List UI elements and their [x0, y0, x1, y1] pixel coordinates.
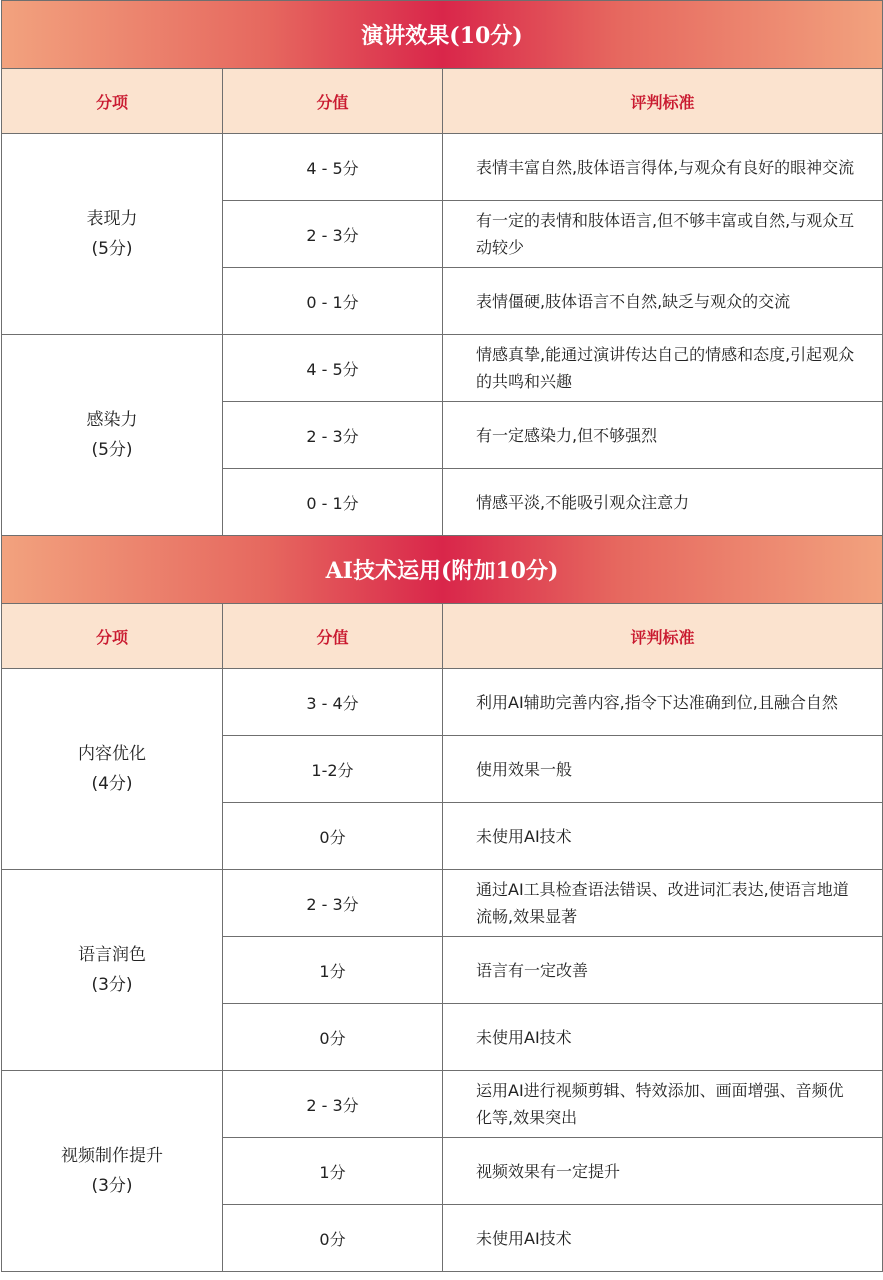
category-cell — [2, 335, 223, 536]
category-name: 表现力 — [86, 209, 138, 229]
score-cell: 2 - 3分 — [223, 1071, 443, 1138]
table-row — [2, 134, 883, 201]
header-criteria: 评判标准 — [443, 604, 883, 669]
criteria-cell: 未使用AI技术 — [443, 1004, 883, 1071]
score-cell: 2 - 3分 — [223, 870, 443, 937]
score-cell: 0分 — [223, 803, 443, 870]
table-row — [2, 870, 883, 937]
criteria-cell: 通过AI工具检查语法错误、改进词汇表达,使语言地道流畅,效果显著 — [443, 870, 883, 937]
criteria-cell: 运用AI进行视频剪辑、特效添加、画面增强、音频优化等,效果突出 — [443, 1071, 883, 1138]
header-criteria: 评判标准 — [443, 69, 883, 134]
criteria-cell: 视频效果有一定提升 — [443, 1138, 883, 1205]
score-cell: 0 - 1分 — [223, 469, 443, 536]
criteria-cell: 未使用AI技术 — [443, 1205, 883, 1272]
score-cell: 3 - 4分 — [223, 669, 443, 736]
score-cell: 4 - 5分 — [223, 335, 443, 402]
score-cell: 0 - 1分 — [223, 268, 443, 335]
section-title: AI技术运用(附加10分) — [2, 536, 883, 604]
rubric-table — [1, 0, 883, 1272]
score-cell: 2 - 3分 — [223, 402, 443, 469]
section-header-ai — [2, 536, 883, 604]
category-cell — [2, 134, 223, 335]
criteria-cell: 使用效果一般 — [443, 736, 883, 803]
category-cell — [2, 1071, 223, 1272]
criteria-cell: 情感真挚,能通过演讲传达自己的情感和态度,引起观众的共鸣和兴趣 — [443, 335, 883, 402]
category-name: 内容优化 — [78, 744, 146, 764]
header-score: 分值 — [223, 604, 443, 669]
criteria-cell: 表情丰富自然,肢体语言得体,与观众有良好的眼神交流 — [443, 134, 883, 201]
header-score: 分值 — [223, 69, 443, 134]
category-points: (4分) — [91, 774, 133, 794]
criteria-cell: 利用AI辅助完善内容,指令下达准确到位,且融合自然 — [443, 669, 883, 736]
score-cell: 4 - 5分 — [223, 134, 443, 201]
criteria-cell: 有一定的表情和肢体语言,但不够丰富或自然,与观众互动较少 — [443, 201, 883, 268]
criteria-cell: 有一定感染力,但不够强烈 — [443, 402, 883, 469]
table-row — [2, 1071, 883, 1138]
category-points: (3分) — [91, 975, 133, 995]
table-row — [2, 335, 883, 402]
score-cell: 1分 — [223, 937, 443, 1004]
category-name: 视频制作提升 — [61, 1146, 163, 1166]
criteria-cell: 表情僵硬,肢体语言不自然,缺乏与观众的交流 — [443, 268, 883, 335]
category-cell — [2, 870, 223, 1071]
score-cell: 1-2分 — [223, 736, 443, 803]
section-title: 演讲效果(10分) — [2, 1, 883, 69]
category-name: 语言润色 — [78, 945, 146, 965]
scoring-rubric — [1, 0, 882, 1272]
header-category: 分项 — [2, 604, 223, 669]
category-points: (5分) — [91, 239, 133, 259]
score-cell: 0分 — [223, 1205, 443, 1272]
category-name: 感染力 — [86, 410, 138, 430]
header-category: 分项 — [2, 69, 223, 134]
table-row — [2, 669, 883, 736]
criteria-cell: 语言有一定改善 — [443, 937, 883, 1004]
section-header-speech — [2, 1, 883, 69]
score-cell: 2 - 3分 — [223, 201, 443, 268]
column-header-row — [2, 604, 883, 669]
criteria-cell: 未使用AI技术 — [443, 803, 883, 870]
score-cell: 1分 — [223, 1138, 443, 1205]
score-cell: 0分 — [223, 1004, 443, 1071]
category-points: (5分) — [91, 440, 133, 460]
category-cell — [2, 669, 223, 870]
criteria-cell: 情感平淡,不能吸引观众注意力 — [443, 469, 883, 536]
column-header-row — [2, 69, 883, 134]
category-points: (3分) — [91, 1176, 133, 1196]
